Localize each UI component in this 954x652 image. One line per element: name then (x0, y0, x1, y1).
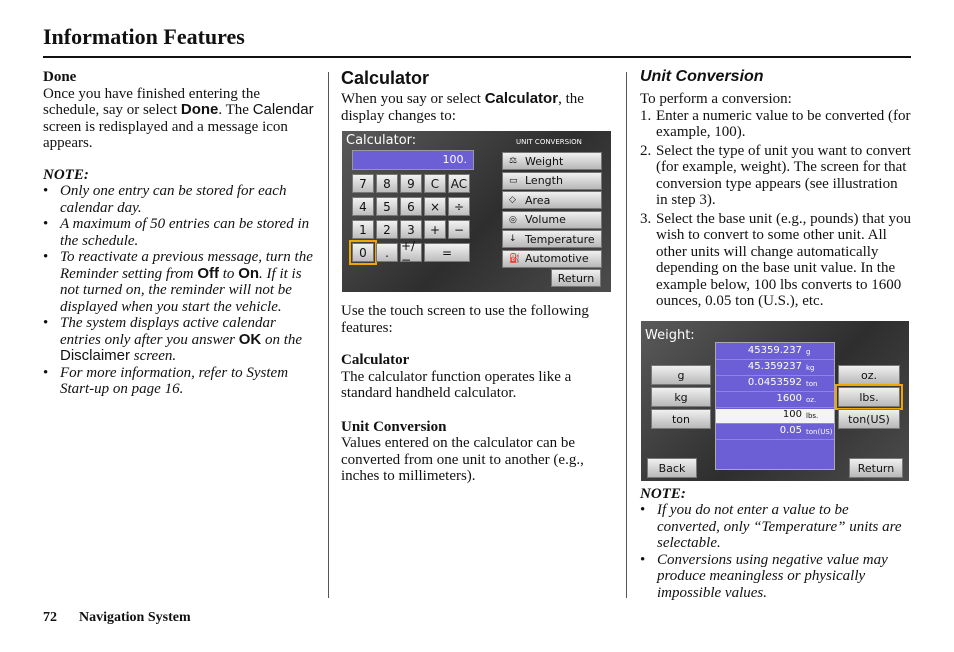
calc-key[interactable]: 8 (376, 174, 398, 193)
back-button[interactable]: Back (647, 458, 697, 478)
calc-key[interactable]: 5 (376, 197, 398, 216)
step-item: 2. Select the type of unit you want to convert (for example, weight). The screen for that conversion type appears (see illustration in step 3). (640, 142, 911, 208)
weight-value-row (716, 393, 834, 408)
calc-key[interactable]: 1 (352, 220, 374, 239)
column-divider (328, 72, 329, 598)
calculator-heading: Calculator (341, 68, 430, 88)
unit-button[interactable]: oz. (838, 365, 900, 385)
volume-icon: ◎ (509, 214, 517, 225)
step-item: 3. Select the base unit (e.g., pounds) that you wish to convert to some other unit. All other units will change automatically depending on the base unit value. In the example below, 100 lbs converts to 1600 ounces, 0.05 ton (U.S.), etc. (640, 210, 911, 309)
weight-screen-title: Weight: (645, 328, 695, 343)
page-title: Information Features (43, 24, 245, 49)
unit-type-button[interactable] (502, 211, 602, 229)
calculator-display: 100. (352, 150, 474, 170)
note-item: • Only one entry can be stored for each calendar day. (43, 183, 318, 216)
calc-key[interactable]: × (424, 197, 446, 216)
weight-value: 1600 (776, 393, 802, 404)
unit-description: Values entered on the calculator can be converted from one unit to another (e.g., inches to millimeters). (341, 435, 584, 484)
calc-key[interactable]: 3 (400, 220, 422, 239)
calc-key[interactable]: AC (448, 174, 470, 193)
calc-key[interactable]: +/− (400, 243, 422, 262)
note-label: NOTE: (43, 166, 89, 183)
conversion-intro: To perform a conversion: (640, 91, 792, 107)
ruler-icon: ▭ (509, 175, 518, 186)
weight-value-row (716, 345, 834, 360)
unit-type-button[interactable] (502, 172, 602, 190)
unit-type-button[interactable] (502, 191, 602, 209)
unit-button[interactable]: ton (651, 409, 711, 429)
calc-subheading: Calculator (341, 352, 410, 368)
weight-unit: kg (806, 364, 815, 372)
thermometer-icon: ↓ (509, 234, 517, 244)
unit-conversion-label: UNIT CONVERSION (516, 138, 582, 146)
calc-key[interactable]: 2 (376, 220, 398, 239)
unit-type-label: Area (525, 193, 551, 207)
weight-unit: lbs. (806, 412, 819, 420)
weight-value: 100 (782, 409, 802, 420)
step-list (640, 108, 912, 310)
unit-button[interactable]: g (651, 365, 711, 385)
weight-value: 0.0453592 (747, 377, 802, 388)
calc-key[interactable]: + (424, 220, 446, 239)
calc-key[interactable]: 0 (352, 243, 374, 262)
weight-values-list (715, 342, 835, 470)
weight-value: 45.359237 (747, 361, 802, 372)
note-item: • A maximum of 50 entries can be stored in the schedule. (43, 216, 318, 249)
unit-subheading: Unit Conversion (341, 418, 447, 435)
calc-key[interactable]: − (448, 220, 470, 239)
weight-value-row (716, 377, 834, 392)
calc-description: The calculator function operates like a standard handheld calculator. (341, 368, 572, 401)
return-button[interactable]: Return (551, 269, 601, 287)
weight-unit: oz. (806, 396, 817, 404)
weight-value-row (716, 409, 834, 424)
weight-unit: g (806, 348, 811, 356)
unit-type-label: Temperature (525, 232, 595, 246)
unit-conversion-heading: Unit Conversion (640, 68, 764, 85)
calculator-screenshot (342, 131, 611, 292)
weight-value: 45359.237 (747, 345, 802, 356)
unit-type-label: Weight (525, 154, 564, 168)
page-number: 72 (43, 610, 57, 625)
calc-key[interactable]: 9 (400, 174, 422, 193)
unit-type-button[interactable] (502, 250, 602, 268)
unit-type-label: Automotive (525, 252, 589, 265)
unit-type-button[interactable] (502, 152, 602, 170)
done-paragraph: Once you have finished entering the schedule, say or select Done. The Calendar screen is redisplayed and a message icon appears. (43, 85, 314, 151)
note-item: • The system displays active calendar entries only after you answer OK on the Disclaimer screen. (43, 315, 318, 365)
note-list (640, 502, 912, 601)
weight-value: 0.05 (779, 425, 802, 436)
calculator-intro: When you say or select Calculator, the display changes to: (341, 90, 584, 124)
done-heading: Done (43, 69, 77, 85)
weight-unit: ton (806, 380, 818, 388)
calc-key[interactable]: C (424, 174, 446, 193)
unit-button[interactable]: ton(US) (838, 409, 900, 429)
fuel-icon: ⛽ (509, 253, 521, 264)
footer-label: Navigation System (79, 610, 191, 625)
calc-key[interactable]: 7 (352, 174, 374, 193)
note-list (43, 183, 318, 398)
unit-type-label: Volume (525, 213, 566, 226)
weight-unit: ton(US) (806, 428, 833, 436)
calc-key[interactable]: ÷ (448, 197, 470, 216)
calc-key[interactable]: . (376, 243, 398, 262)
touch-screen-text: Use the touch screen to use the following features: (341, 303, 589, 336)
weight-icon: ⚖ (509, 156, 518, 166)
calc-key[interactable]: 6 (400, 197, 422, 216)
weight-conversion-screenshot (641, 321, 909, 481)
unit-button[interactable]: lbs. (838, 387, 900, 407)
return-button[interactable]: Return (849, 458, 903, 478)
column-done (43, 69, 318, 398)
weight-value-row (716, 361, 834, 376)
note-item: • To reactivate a previous message, turn the Reminder setting from Off to On. If it is not turned on, the reminder will not be displayed when you start the vehicle. (43, 249, 318, 315)
unit-button[interactable]: kg (651, 387, 711, 407)
calculator-screen-title: Calculator: (346, 133, 417, 148)
column-divider (626, 72, 627, 598)
title-rule (43, 56, 911, 58)
unit-type-label: Length (525, 174, 563, 187)
area-icon: ◇ (509, 195, 516, 205)
calc-key[interactable]: 4 (352, 197, 374, 216)
step-item: 1. Enter a numeric value to be converted (for example, 100). (640, 107, 911, 140)
unit-type-button[interactable] (502, 230, 602, 248)
note-label: NOTE: (640, 485, 686, 502)
weight-value-row (716, 425, 834, 440)
calc-key[interactable]: = (424, 243, 470, 262)
note-item: • If you do not enter a value to be converted, only “Temperature” units are selectable. (640, 502, 912, 552)
note-item: • For more information, refer to System Start-up on page 16. (43, 365, 318, 398)
note-item: • Conversions using negative value may produce meaningless or physically impossible values. (640, 552, 912, 602)
